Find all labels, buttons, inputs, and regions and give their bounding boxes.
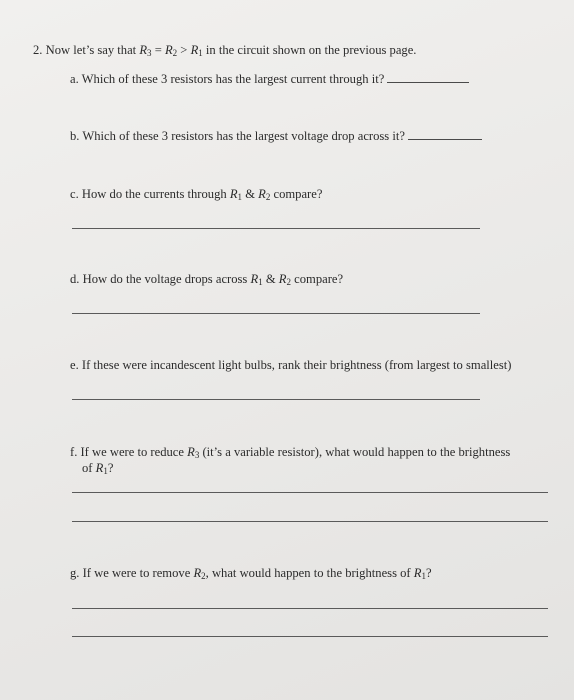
part-g-suffix: ? xyxy=(425,566,432,580)
r2-symbol: R xyxy=(164,43,173,57)
part-c xyxy=(70,186,322,205)
r3-sub: 3 xyxy=(147,48,152,58)
r2-sub: 2 xyxy=(172,48,178,58)
part-e-answer-line[interactable] xyxy=(72,399,480,400)
part-f xyxy=(70,444,510,463)
part-c-answer-line[interactable] xyxy=(72,228,480,229)
part-e xyxy=(70,357,511,373)
r2-sub: 2 xyxy=(286,277,291,287)
part-f-line2-prefix: of xyxy=(82,461,96,475)
r3-symbol: R xyxy=(139,43,148,57)
part-g xyxy=(70,565,432,584)
r1-sub: 1 xyxy=(421,571,426,581)
part-a xyxy=(70,71,469,87)
r1-sub: 1 xyxy=(258,277,263,287)
part-g-answer-line-2[interactable] xyxy=(72,636,548,637)
r1-symbol: R xyxy=(190,43,199,57)
part-b-answer-line[interactable] xyxy=(408,129,482,140)
part-f-answer-line-1[interactable] xyxy=(72,492,548,493)
part-d-amp: & xyxy=(262,272,279,286)
part-c-amp: & xyxy=(242,187,259,201)
part-b-text: b. Which of these 3 resistors has the largest voltage drop across it? xyxy=(70,129,405,143)
part-g-prefix: g. If we were to remove xyxy=(70,566,194,580)
r2-symbol: R xyxy=(193,566,202,580)
question-2-stem xyxy=(33,42,416,61)
r2-symbol: R xyxy=(278,272,287,286)
part-g-mid: , what would happen to the brightness of xyxy=(205,566,414,580)
r3-sub: 3 xyxy=(194,450,200,460)
r1-symbol: R xyxy=(250,272,259,286)
part-e-text: e. If these were incandescent light bulbs, rank their brightness (from largest to smallest) xyxy=(70,358,512,372)
part-d-prefix: d. How do the voltage drops across xyxy=(70,272,251,286)
r1-symbol: R xyxy=(95,461,104,475)
r1-sub: 1 xyxy=(103,466,108,476)
r2-sub: 2 xyxy=(201,571,206,581)
r3-symbol: R xyxy=(187,445,195,459)
q2-suffix: in the circuit shown on the previous page. xyxy=(202,43,417,57)
part-a-text: a. Which of these 3 resistors has the largest current through it? xyxy=(70,72,385,86)
r1-sub: 1 xyxy=(237,192,243,202)
part-f-suffix: (it’s a variable resistor), what would happen to the brightness xyxy=(199,445,511,459)
part-d-suffix: compare? xyxy=(290,272,344,286)
r2-sub: 2 xyxy=(265,192,271,202)
part-d-answer-line[interactable] xyxy=(72,313,480,314)
part-a-answer-line[interactable] xyxy=(387,72,469,83)
r1-symbol: R xyxy=(229,187,238,201)
part-f-line2-suffix: ? xyxy=(107,461,114,475)
r1-symbol: R xyxy=(413,566,422,580)
part-d xyxy=(70,271,343,290)
q2-equals: = xyxy=(151,43,165,57)
part-f-answer-line-2[interactable] xyxy=(72,521,548,522)
part-c-prefix: c. How do the currents through xyxy=(70,187,230,201)
part-b xyxy=(70,128,482,144)
q2-prefix: 2. Now let’s say that xyxy=(33,43,140,57)
part-g-answer-line-1[interactable] xyxy=(72,608,548,609)
q2-greater: > xyxy=(177,43,191,57)
part-f-line2 xyxy=(82,460,113,479)
part-f-prefix: f. If we were to reduce xyxy=(70,445,188,459)
part-c-suffix: compare? xyxy=(270,187,323,201)
r1-sub: 1 xyxy=(198,48,203,58)
r2-symbol: R xyxy=(258,187,266,201)
